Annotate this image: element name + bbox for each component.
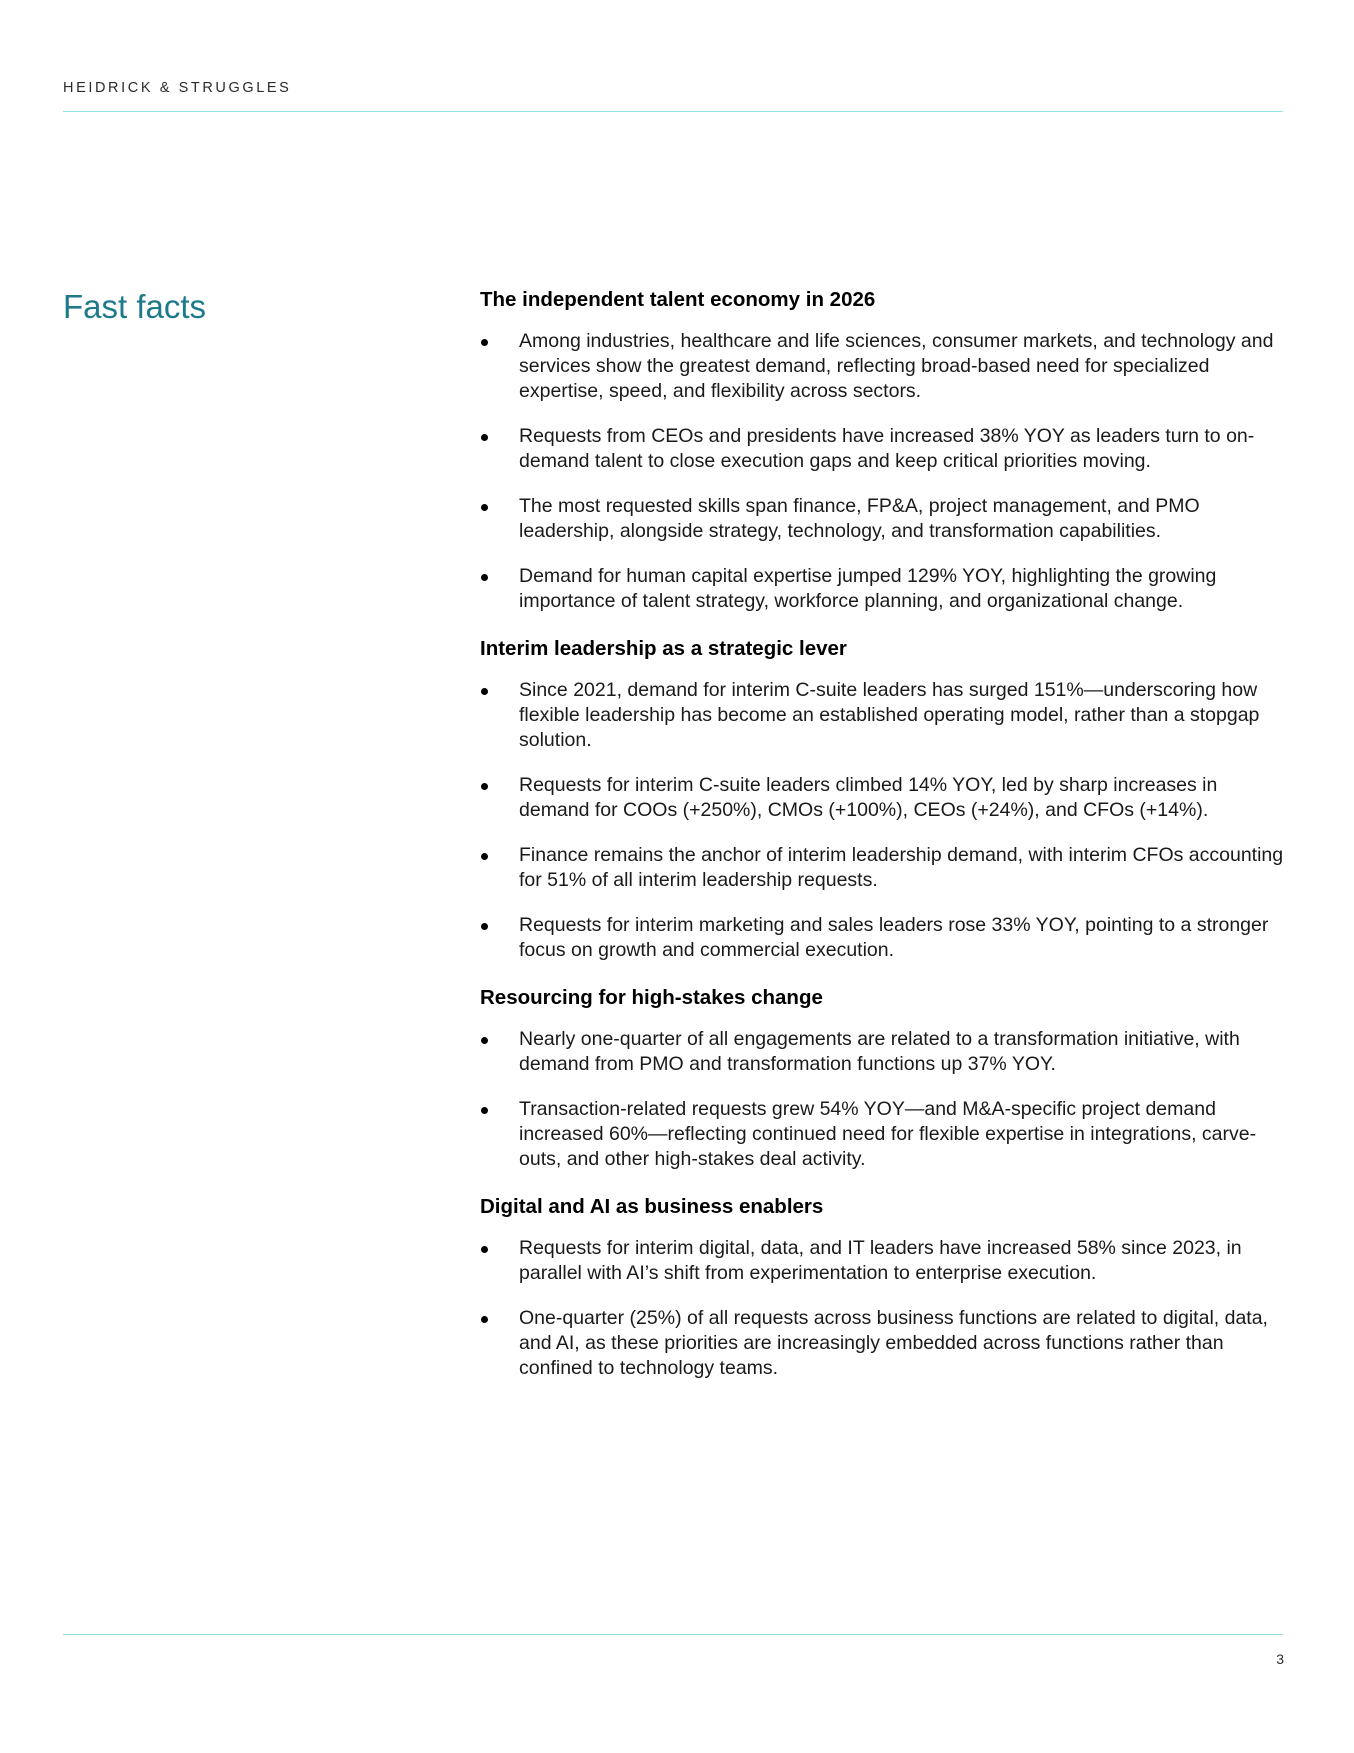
footer-divider [63,1634,1283,1635]
bullet-dot-icon [481,1316,488,1323]
bullet-list [480,1236,1285,1381]
page-number: 3 [1276,1651,1284,1667]
bullet-list [480,678,1285,963]
bullet-dot-icon [481,1037,488,1044]
bullet-dot-icon [481,339,488,346]
bullet-text: Requests for interim C-suite leaders climbed 14% YOY, led by sharp increases in demand for COOs (+250%), CMOs (+100%), CEOs (+24%), and CFOs (+14%). [519,774,1218,821]
bullet-dot-icon [481,574,488,581]
bullet-dot-icon [481,688,488,695]
bullet-text: Requests from CEOs and presidents have increased 38% YOY as leaders turn to on-demand talent to close execution gaps and keep critical priorities moving. [519,425,1255,472]
bullet-dot-icon [481,853,488,860]
bullet-item [480,913,1285,963]
section-digital-ai [480,1192,1285,1381]
bullet-text: One-quarter (25%) of all requests across business functions are related to digital, data, and AI, as these priorities are increasingly embedded across functions rather than confined to technology teams. [519,1307,1268,1379]
section-interim-leadership [480,634,1285,963]
bullet-dot-icon [481,504,488,511]
section-high-stakes-change [480,983,1285,1172]
section-heading: Digital and AI as business enablers [480,1195,824,1218]
bullet-text: Requests for interim digital, data, and IT leaders have increased 58% since 2023, in parallel with AI’s shift from experimentation to enterprise execution. [519,1237,1242,1284]
bullet-text: Nearly one-quarter of all engagements are related to a transformation initiative, with demand from PMO and transformation functions up 37% YOY. [519,1028,1240,1075]
bullet-item [480,329,1285,404]
header-brand: HEIDRICK & STRUGGLES [63,80,292,96]
section-heading: Interim leadership as a strategic lever [480,637,847,660]
bullet-text: Since 2021, demand for interim C-suite leaders has surged 151%—underscoring how flexible leadership has become an established operating model, rather than a stopgap solution. [519,679,1260,751]
bullet-item [480,773,1285,823]
bullet-dot-icon [481,1246,488,1253]
bullet-text: The most requested skills span finance, FP&A, project management, and PMO leadership, alongside strategy, technology, and transformation capabilities. [519,495,1200,542]
section-heading: The independent talent economy in 2026 [480,288,876,311]
bullet-dot-icon [481,923,488,930]
bullet-dot-icon [481,434,488,441]
bullet-list [480,329,1285,614]
bullet-item [480,843,1285,893]
bullet-item [480,564,1285,614]
bullet-item [480,1027,1285,1077]
section-heading: Resourcing for high-stakes change [480,986,823,1009]
bullet-text: Requests for interim marketing and sales leaders rose 33% YOY, pointing to a stronger focus on growth and commercial execution. [519,914,1269,961]
bullet-dot-icon [481,783,488,790]
bullet-item [480,1236,1285,1286]
bullet-dot-icon [481,1107,488,1114]
bullet-text: Among industries, healthcare and life sciences, consumer markets, and technology and services show the greatest demand, reflecting broad-based need for specialized expertise, speed, and flexibility across sectors. [519,330,1274,402]
bullet-item [480,424,1285,474]
header-divider [63,111,1283,112]
bullet-list [480,1027,1285,1172]
bullet-text: Demand for human capital expertise jumped 129% YOY, highlighting the growing importance of talent strategy, workforce planning, and organizational change. [519,565,1217,612]
side-title: Fast facts [63,288,207,325]
bullet-item [480,1097,1285,1172]
bullet-item [480,678,1285,753]
main-content [480,285,1285,1401]
bullet-text: Transaction-related requests grew 54% YOY—and M&A-specific project demand increased 60%—reflecting continued need for flexible expertise in integrations, carve-outs, and other high-stakes deal activity. [519,1098,1257,1170]
bullet-item [480,1306,1285,1381]
bullet-text: Finance remains the anchor of interim leadership demand, with interim CFOs accounting for 51% of all interim leadership requests. [519,844,1284,891]
section-talent-economy [480,285,1285,614]
bullet-item [480,494,1285,544]
